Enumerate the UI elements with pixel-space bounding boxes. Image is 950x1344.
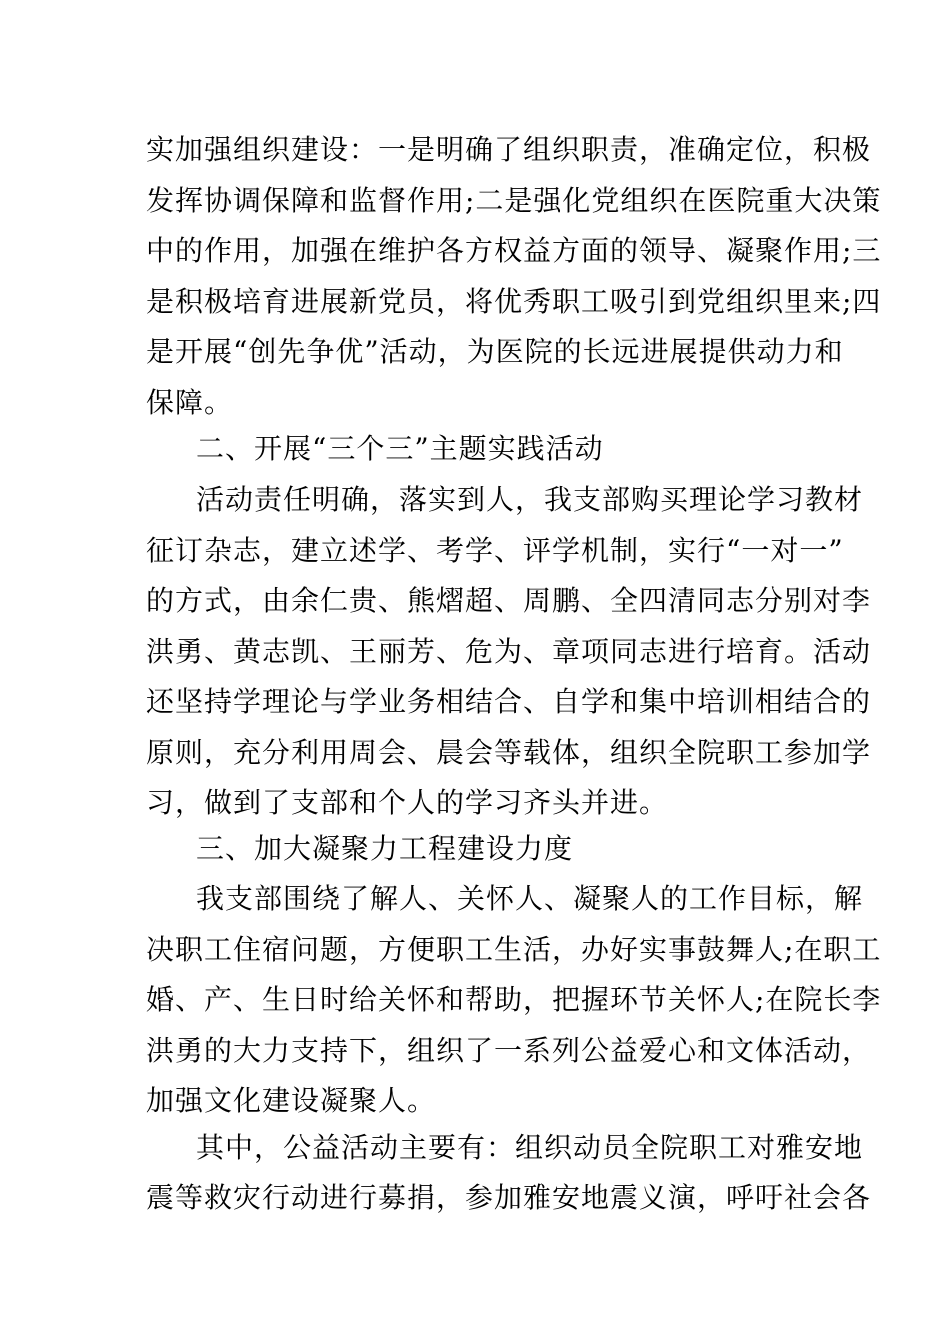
text-line: 的方式，由余仁贵、熊熠超、周鹏、全四清同志分别对李 bbox=[146, 584, 872, 617]
text-line: 是开展“创先争优”活动，为医院的长远进展提供动力和 bbox=[146, 335, 844, 368]
text-line: 发挥协调保障和监督作用;二是强化党组织在医院重大决策 bbox=[146, 184, 882, 217]
text-line: 习，做到了支部和个人的学习齐头并进。 bbox=[146, 786, 669, 819]
text-line: 保障。 bbox=[146, 386, 234, 419]
text-line: 原则，充分利用周会、晨会等载体，组织全院职工参加学 bbox=[146, 736, 872, 769]
text-line: 婚、产、生日时给关怀和帮助，把握环节关怀人;在院长李 bbox=[146, 983, 882, 1016]
section-heading: 二、开展“三个三”主题实践活动 bbox=[196, 432, 604, 465]
text-line: 是积极培育进展新党员，将优秀职工吸引到党组织里来;四 bbox=[146, 285, 882, 318]
paragraph-first-line: 我支部围绕了解人、关怀人、凝聚人的工作目标，解 bbox=[196, 882, 864, 915]
text-line: 洪勇的大力支持下，组织了一系列公益爱心和文体活动， bbox=[146, 1034, 872, 1067]
text-line: 震等救灾行动进行募捐，参加雅安地震义演，呼吁社会各 bbox=[146, 1181, 872, 1214]
text-line: 实加强组织建设：一是明确了组织职责，准确定位，积极 bbox=[146, 133, 872, 166]
text-line: 还坚持学理论与学业务相结合、自学和集中培训相结合的 bbox=[146, 685, 872, 718]
paragraph-first-line: 活动责任明确，落实到人，我支部购买理论学习教材 bbox=[196, 483, 864, 516]
text-line: 洪勇、黄志凯、王丽芳、危为、章项同志进行培育。活动 bbox=[146, 635, 872, 668]
text-line: 征订杂志，建立述学、考学、评学机制，实行“一对一” bbox=[146, 534, 844, 567]
paragraph-first-line: 其中，公益活动主要有：组织动员全院职工对雅安地 bbox=[196, 1131, 864, 1164]
text-line: 加强文化建设凝聚人。 bbox=[146, 1084, 437, 1117]
text-line: 决职工住宿问题，方便职工生活，办好实事鼓舞人;在职工 bbox=[146, 933, 882, 966]
section-heading: 三、加大凝聚力工程建设力度 bbox=[196, 832, 574, 865]
text-line: 中的作用，加强在维护各方权益方面的领导、凝聚作用;三 bbox=[146, 234, 882, 267]
